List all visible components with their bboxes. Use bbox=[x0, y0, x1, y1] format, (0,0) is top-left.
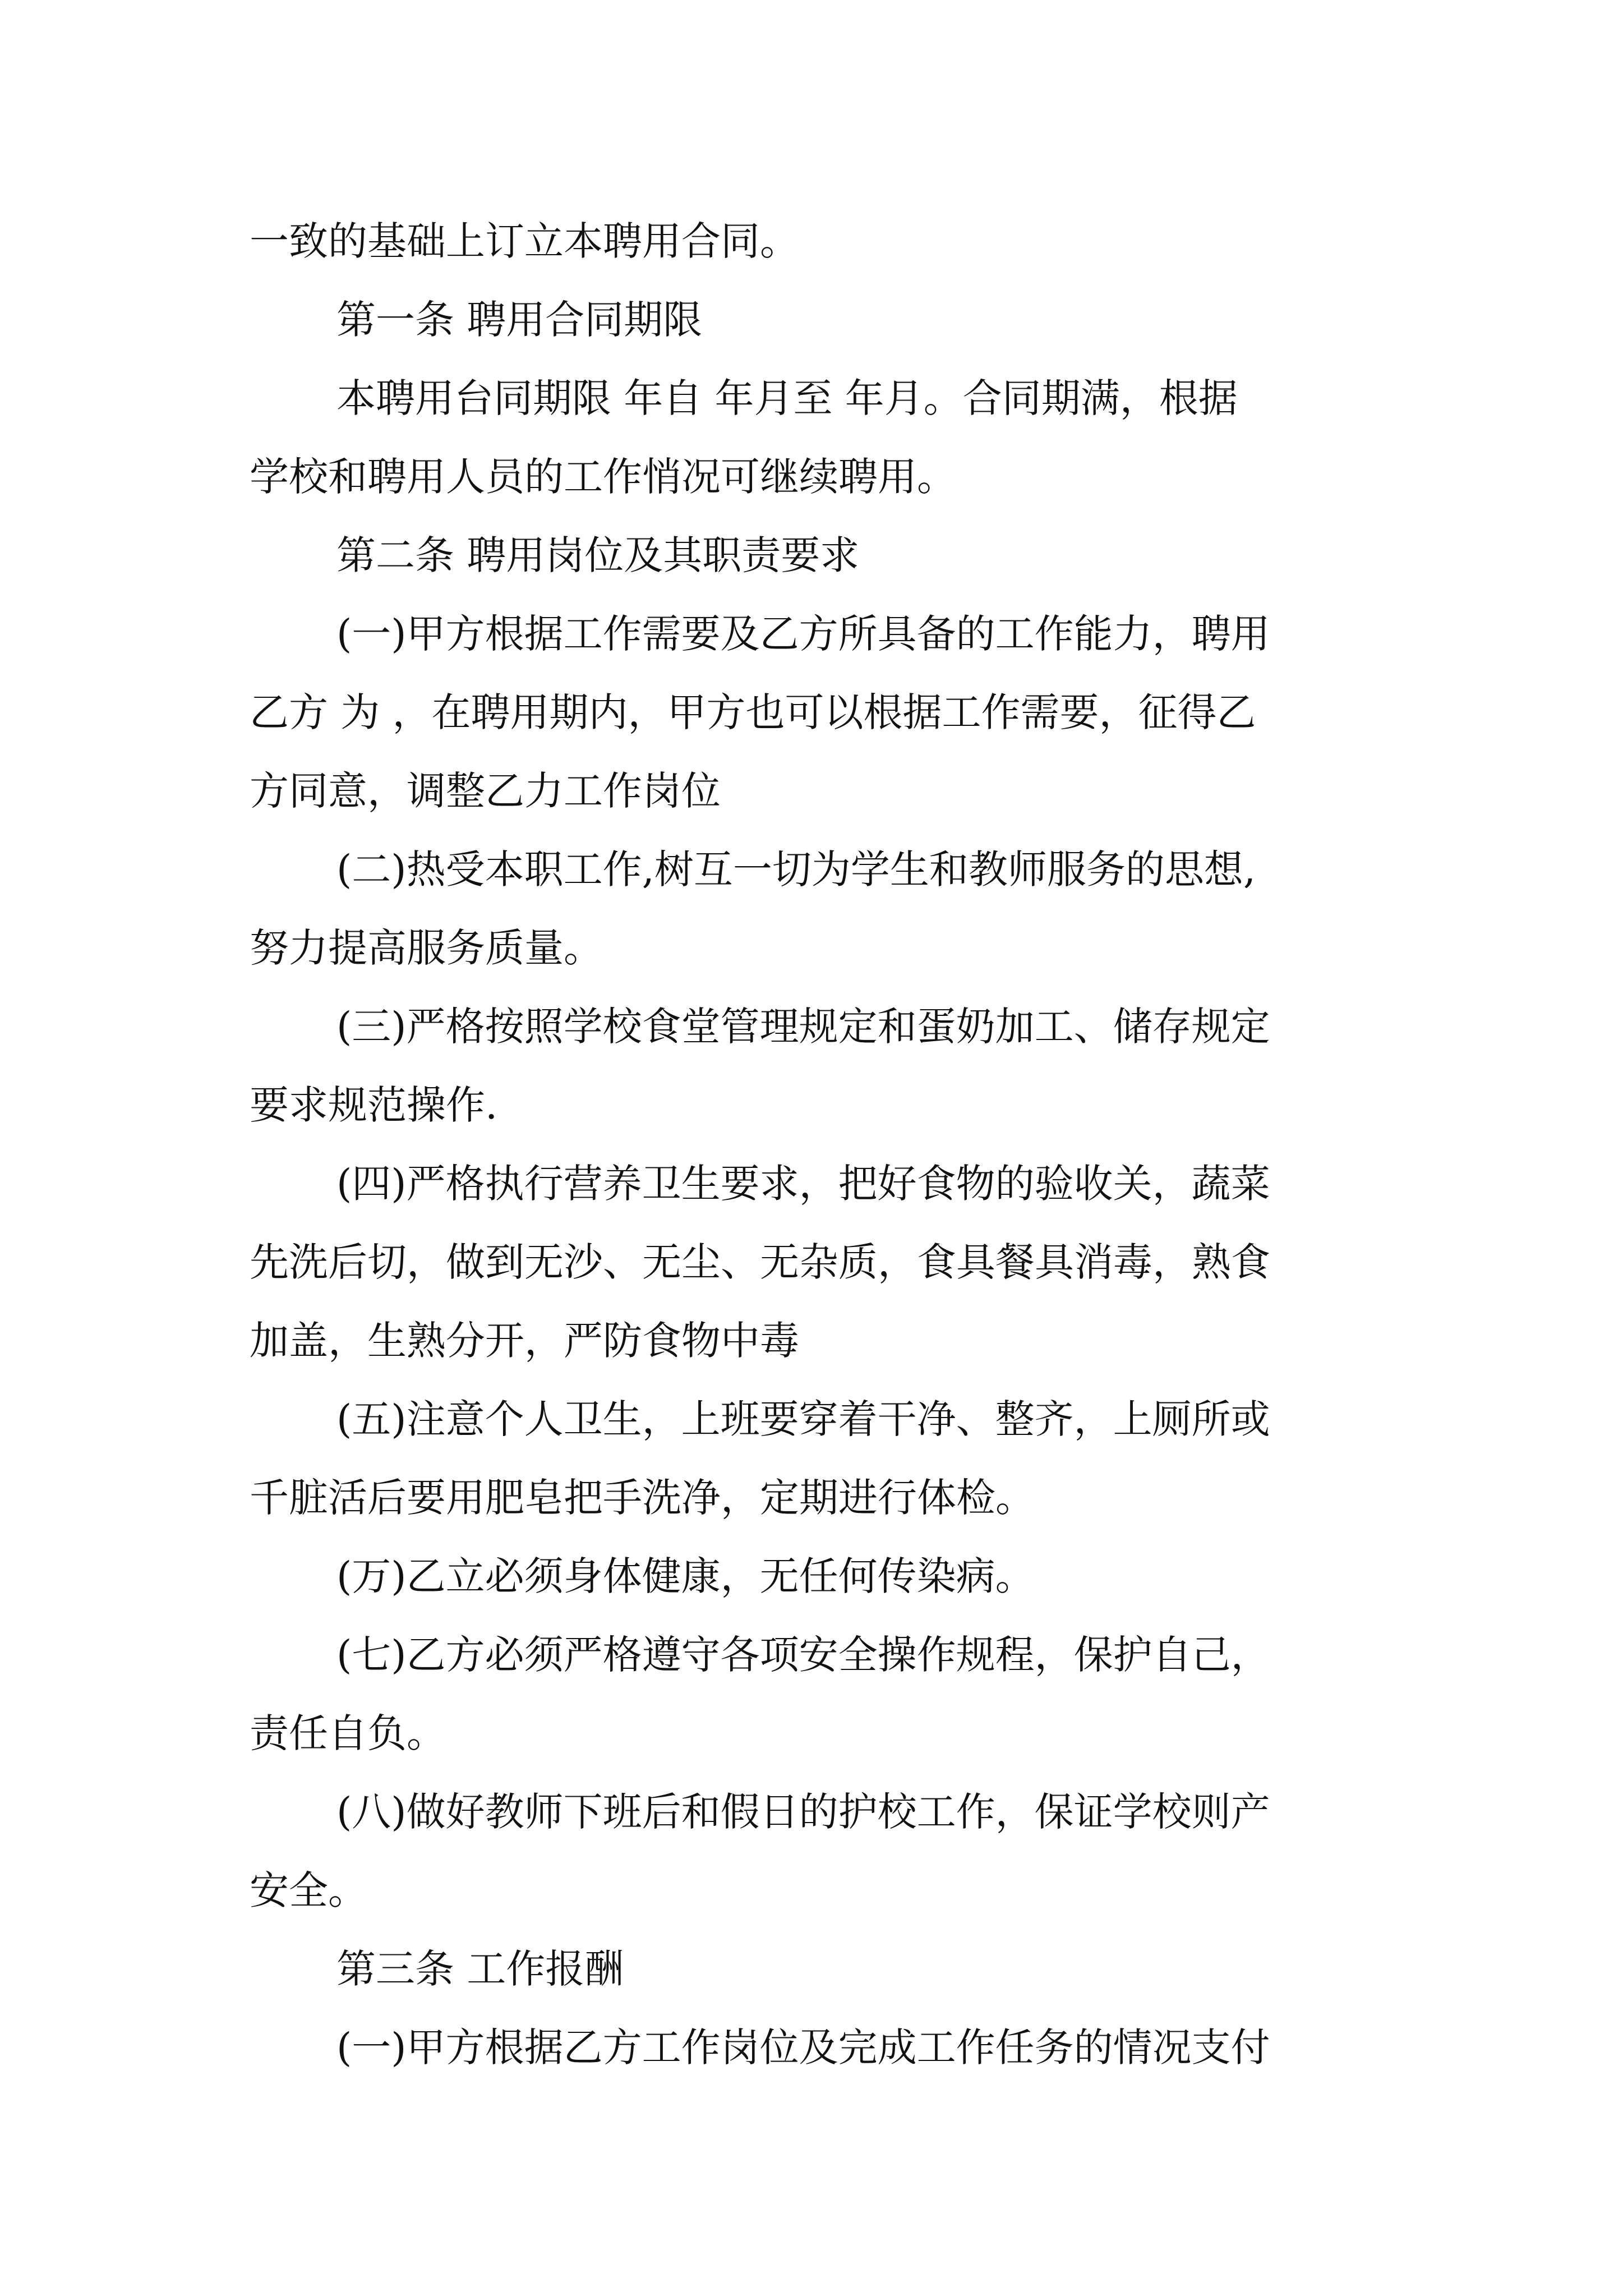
clause-4-line-3: 加盖，生熟分开，严防食物中毒 bbox=[250, 1318, 799, 1364]
article-2-heading: 第二条 聘用岗位及其职责要求 bbox=[336, 532, 860, 578]
clause-4-line-1: (四)严格执行营养卫生要求，把好食物的验收关，蔬菜 bbox=[336, 1161, 1270, 1207]
clause-2-line-1: (二)热受本职工作,树互一切为学生和教师服务的思想, bbox=[336, 846, 1256, 892]
clause-8-line-2: 安全。 bbox=[250, 1867, 367, 1913]
clause-7-line-2: 责任自负。 bbox=[250, 1710, 446, 1756]
clause-5-line-2: 千脏活后要用肥皂把手洗净，定期进行体检。 bbox=[250, 1475, 1035, 1521]
article-3-heading: 第三条 工作报酬 bbox=[336, 1946, 624, 1992]
article-1-heading: 第一条 聘用合同期限 bbox=[336, 297, 703, 343]
text-line-1: 一致的基础上订立本聘用合同。 bbox=[250, 218, 799, 264]
clause-3-line-1: (三)严格按照学校食堂管理规定和蛋奶加工、储存规定 bbox=[336, 1004, 1270, 1050]
clause-5-line-1: (五)注意个人卫生，上班要穿着干净、整齐，上厕所或 bbox=[336, 1396, 1270, 1442]
clause-8-line-1: (八)做好教师下班后和假日的护校工作，保证学校则产 bbox=[336, 1789, 1270, 1835]
clause-1-line-3: 方同意，调整乙力工作岗位 bbox=[250, 768, 721, 814]
article-3-clause-1-line-1: (一)甲方根据乙方工作岗位及完成工作任务的情况支付 bbox=[336, 2024, 1270, 2070]
text-line-3: 本聘用台同期限 年自 年月至 年月。合同期满，根据 bbox=[336, 375, 1238, 421]
clause-3-line-2: 要求规范操作. bbox=[250, 1082, 498, 1128]
clause-1-line-1: (一)甲方根据工作需要及乙方所具备的工作能力，聘用 bbox=[336, 611, 1270, 657]
clause-4-line-2: 先洗后切，做到无沙、无尘、无杂质，食具餐具消毒，熟食 bbox=[250, 1239, 1270, 1285]
clause-6-line-1: (万)乙立必须身体健康，无任何传染病。 bbox=[336, 1553, 1035, 1599]
clause-1-line-2: 乙方 为 ，在聘用期内，甲方也可以根据工作需要，征得乙 bbox=[250, 689, 1256, 735]
clause-7-line-1: (七)乙方必须严格遵守各项安全操作规程，保护自己， bbox=[336, 1632, 1270, 1678]
clause-2-line-2: 努力提高服务质量。 bbox=[250, 925, 603, 971]
text-line-4: 学校和聘用人员的工作悄况可继续聘用。 bbox=[250, 454, 956, 500]
